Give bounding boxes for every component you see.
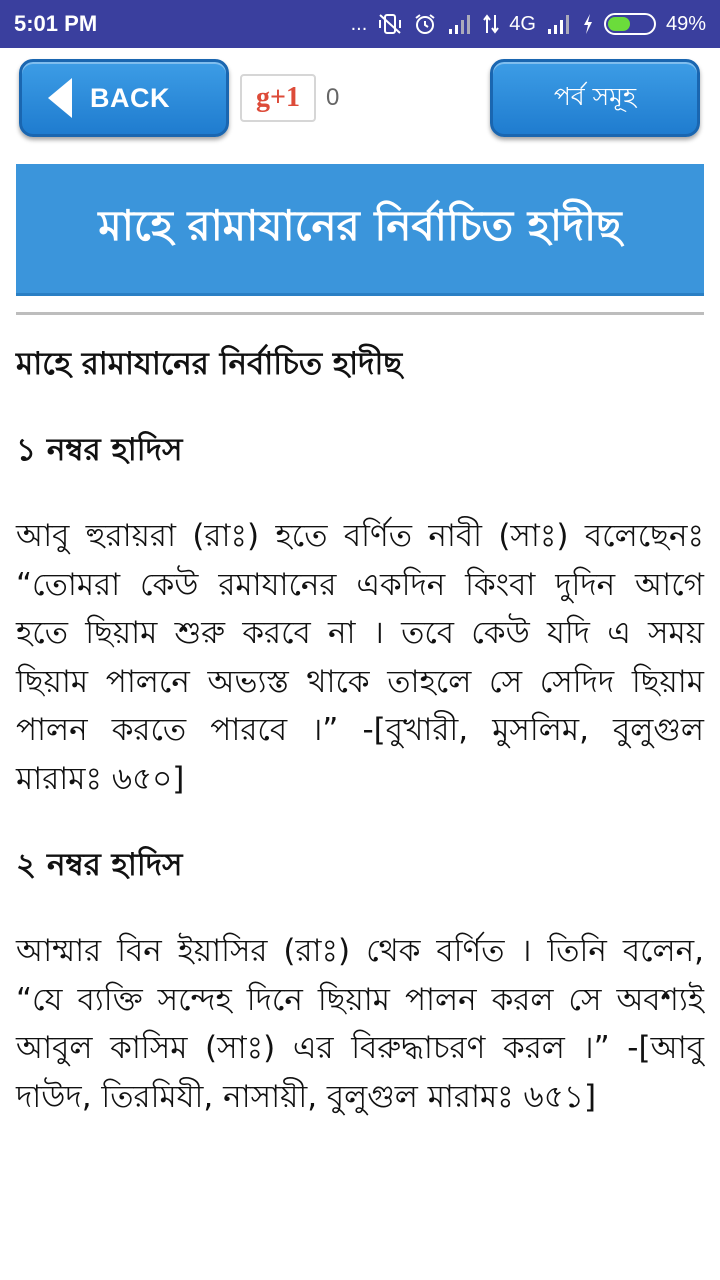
divider <box>16 312 704 315</box>
hadith-text: আবু হুরায়রা (রাঃ) হতে বর্ণিত নাবী (সাঃ) বলেছেনঃ “তোমরা কেউ রমাযানের একদিন কিংবা দুদিন আগে হতে ছিয়াম শুরু করবে না । তবে কেউ যদি এ সময় ছিয়াম পালনে অভ্যস্ত থাকে তাহলে সে সেদিদ ছিয়াম পালন করতে পারবে ।” -[বুখারী, মুসলিম, বুলুগুল মারামঃ ৬৫০] <box>16 518 704 797</box>
vibrate-off-icon <box>377 12 403 36</box>
signal-icon-2 <box>546 13 572 35</box>
data-transfer-icon <box>483 13 499 35</box>
hadith-title: ১ নম্বর হাদিস <box>16 432 183 468</box>
google-plus-one-button[interactable] <box>240 74 316 122</box>
status-time: 5:01 PM <box>14 11 98 36</box>
title-banner <box>16 164 704 296</box>
alarm-icon <box>413 12 437 36</box>
battery-icon <box>604 13 656 35</box>
top-toolbar <box>0 48 720 158</box>
google-plus-icon: g+1 <box>256 82 300 113</box>
hadith-text: আম্মার বিন ইয়াসির (রাঃ) থেক বর্ণিত । তিনি বলেন, “যে ব্যক্তি সন্দেহ দিনে ছিয়াম পালন করল সে অবশ্যই আবুল কাসিম (সাঃ) এর বিরুদ্ধাচরণ করল ।” -[আবু দাউদ, তিরমিযী, নাসায়ী, বুলুগুল মারামঃ ৬৫১] <box>16 933 704 1115</box>
page-title: মাহে রামাযানের নির্বাচিত হাদীছ <box>98 201 622 250</box>
article-content <box>16 340 704 1121</box>
network-type: 4G <box>509 12 536 35</box>
status-icons <box>351 12 706 36</box>
more-dots-icon: ... <box>350 12 368 35</box>
back-button[interactable] <box>19 59 229 137</box>
status-bar <box>0 0 720 48</box>
charging-icon <box>582 13 594 35</box>
chapters-button[interactable] <box>490 59 700 137</box>
battery-percent: 49% <box>665 12 706 35</box>
battery-level <box>608 17 630 31</box>
back-arrow-icon <box>48 78 72 118</box>
back-label: BACK <box>90 82 170 113</box>
chapters-label: পর্ব সমূহ <box>553 81 637 111</box>
article-heading: মাহে রামাযানের নির্বাচিত হাদীছ <box>16 346 403 382</box>
signal-icon <box>447 13 473 35</box>
hadith-title: ২ নম্বর হাদিস <box>16 847 183 883</box>
plus-one-count: 0 <box>326 84 340 111</box>
